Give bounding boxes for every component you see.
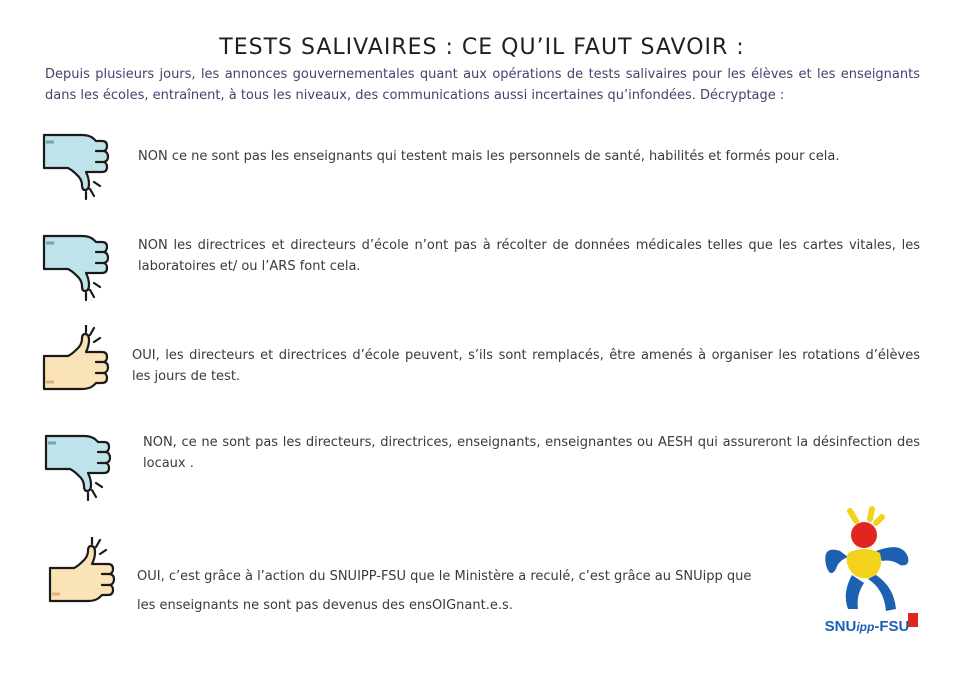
thumbs-up-icon [46, 537, 118, 605]
intro-paragraph: Depuis plusieurs jours, les annonces gouvernementales quant aux opérations de tests salivaires pour les élèves et les enseignants dans les écoles, entraînent, à tous les niveaux, des communications aussi incertaines qu’infondées. Décryptage : [45, 67, 920, 103]
item-5-text: OUI, c’est grâce à l’action du SNUIPP-FSU que le Ministère a reculé, c’est grâce au SNUipp que les enseignants ne sont pas devenus des ensOIGnant.e.s. [137, 569, 752, 613]
thumbs-down-icon [42, 233, 112, 301]
page-title: TESTS SALIVAIRES : CE QU’IL FAUT SAVOIR : [219, 34, 745, 60]
thumbs-down-icon [42, 132, 112, 200]
thumbs-up-icon [40, 325, 112, 393]
item-3-text: OUI, les directeurs et directrices d’école peuvent, s’ils sont remplacés, être amenés à organiser les rotations d’élèves les jours de test. [132, 348, 920, 384]
logo-text: SNUipp-FSU [824, 618, 910, 635]
item-4-text: NON, ce ne sont pas les directeurs, directrices, enseignants, enseignantes ou AESH qui assureront la désinfection des locaux . [143, 435, 920, 471]
item-2-text: NON les directrices et directeurs d’école n’ont pas à récolter de données médicales telles que les cartes vitales, les laboratoires et/ ou l’ARS font cela. [138, 238, 920, 274]
item-1-text: NON ce ne sont pas les enseignants qui testent mais les personnels de santé, habilités et formés pour cela. [138, 149, 840, 164]
thumbs-down-icon [44, 433, 114, 501]
